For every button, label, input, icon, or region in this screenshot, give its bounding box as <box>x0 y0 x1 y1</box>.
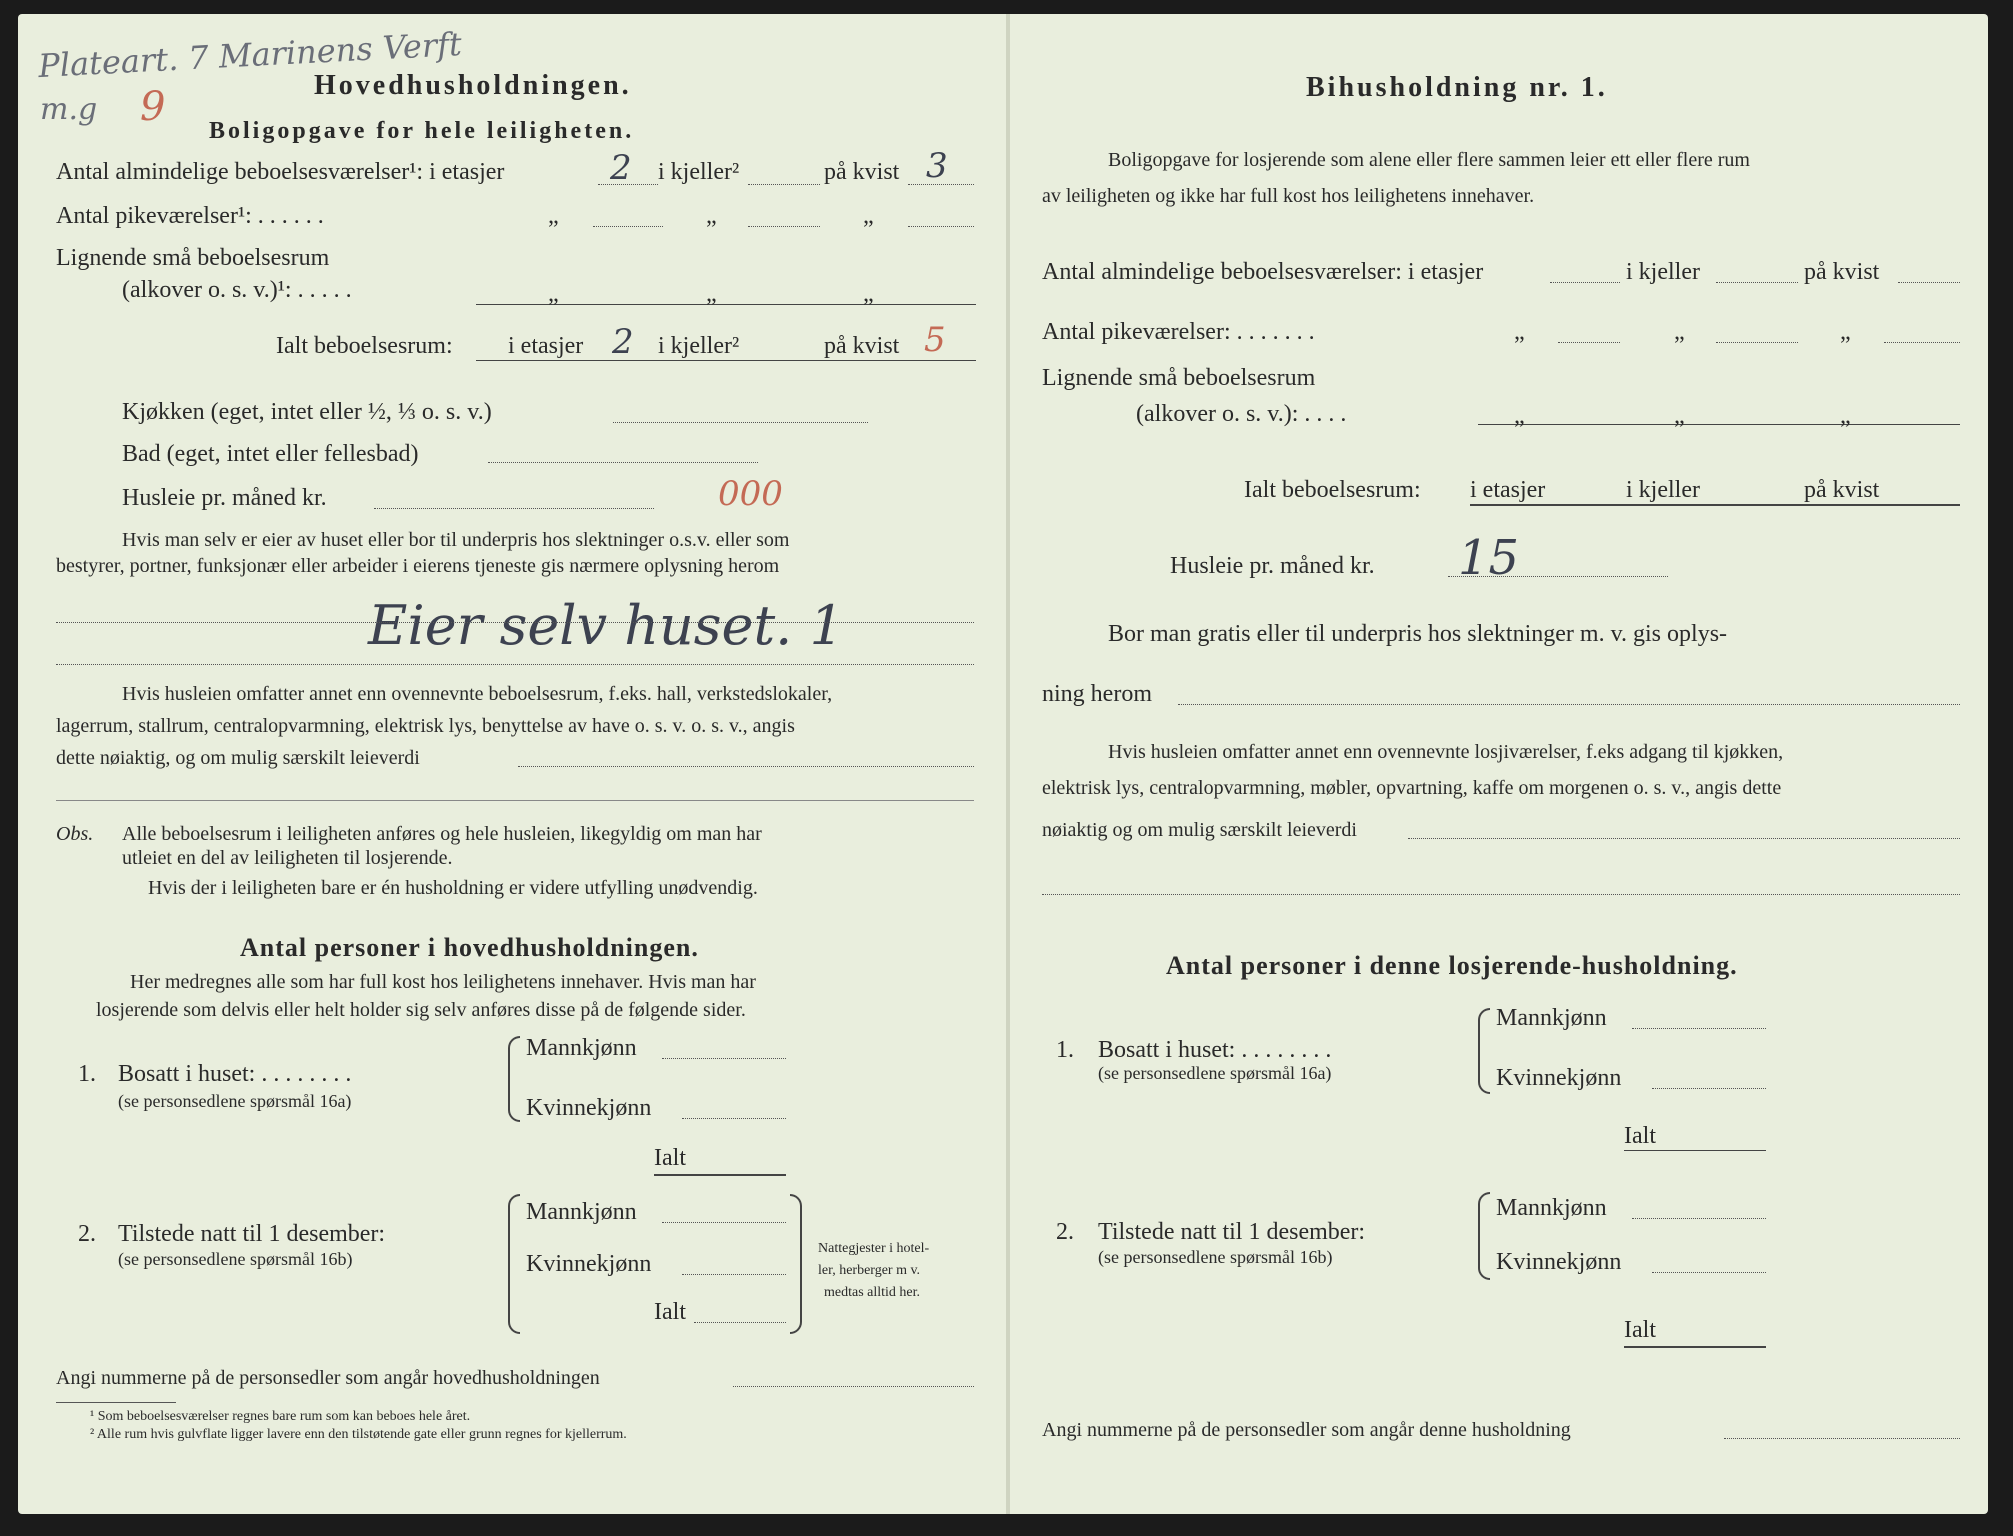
r-alcove-line <box>1478 424 1960 425</box>
present-right-brace <box>790 1194 802 1334</box>
r-present-brace <box>1478 1192 1490 1280</box>
resident-sub: (se personsedlene spørsmål 16a) <box>118 1091 352 1111</box>
total-rooms-label: Ialt beboelsesrum: <box>276 333 453 359</box>
housing-subtitle: Boligopgave for hele leiligheten. <box>209 118 635 144</box>
r-present-number: 2. <box>1056 1219 1074 1245</box>
resident-female-line <box>682 1118 786 1119</box>
r-rent-label: Husleie pr. måned kr. <box>1170 553 1375 579</box>
maid-line-1 <box>593 226 663 227</box>
r-resident-total-line <box>1624 1150 1766 1151</box>
r-rooms-label: Antal almindelige beboelsesværelser: i etasjer <box>1042 259 1484 285</box>
divider-left <box>56 800 974 801</box>
r-resident-total-label: Ialt <box>1624 1123 1656 1149</box>
sub-household-title: Bihusholdning nr. 1. <box>1306 72 1608 103</box>
r-present-label: Tilstede natt til 1 desember: <box>1098 1219 1366 1245</box>
r-total-line <box>1470 504 1960 506</box>
numbers-label-left: Angi nummerne på de personsedler som angår hovedhusholdningen <box>56 1367 600 1389</box>
rooms-basement-line <box>748 184 820 185</box>
bath-label: Bad (eget, intet eller fellesbad) <box>122 441 419 467</box>
r-rent-value: 15 <box>1458 530 1520 586</box>
r-maid-label: Antal pikeværelser: . . . . . . . <box>1042 319 1315 345</box>
r-includes-3: nøiaktig og om mulig særskilt leieverdi <box>1042 819 1357 841</box>
r-resident-male-line <box>1632 1028 1766 1029</box>
maid-line-3 <box>908 226 974 227</box>
r-present-female-label: Kvinnekjønn <box>1496 1249 1622 1275</box>
rooms-attic-line <box>908 184 974 185</box>
handwritten-address: Plateart. 7 Marinens Verft <box>37 24 463 86</box>
r-present-female-line <box>1652 1272 1766 1273</box>
present-male-label: Mannkjønn <box>526 1199 637 1225</box>
r-alcove-ditto-1: „ <box>1514 403 1525 429</box>
persons-heading-left: Antal personer i hovedhusholdningen. <box>240 933 699 962</box>
total-floor-value: 2 <box>612 322 634 362</box>
r-alcove-ditto-2: „ <box>1674 403 1685 429</box>
lodger-intro-1: Boligopgave for losjerende som alene eller flere sammen leier ett eller flere rum <box>1108 149 1750 171</box>
resident-label: Bosatt i huset: . . . . . . . . <box>118 1061 352 1087</box>
maid-ditto-3: „ <box>863 203 874 229</box>
r-present-sub: (se personsedlene spørsmål 16b) <box>1098 1247 1333 1267</box>
footnote-1: ¹ Som beboelsesværelser regnes bare rum som kan beboes hele året. <box>90 1409 471 1424</box>
numbers-line-left <box>733 1386 974 1387</box>
owner-note-1: Hvis man selv er eier av huset eller bor til underpris hos slektninger o.s.v. eller som <box>122 529 790 551</box>
r-maid-ditto-2: „ <box>1674 319 1685 345</box>
r-rooms-attic-line <box>1898 282 1960 283</box>
alcove-ditto-3: „ <box>863 281 874 307</box>
r-resident-female-line <box>1652 1088 1766 1089</box>
r-total-floor-label: i etasjer <box>1470 477 1546 503</box>
resident-total-line <box>654 1174 786 1176</box>
total-line <box>476 360 976 361</box>
handwritten-code-number: 9 <box>140 84 166 130</box>
present-number: 2. <box>78 1221 96 1247</box>
rent-includes-2: lagerrum, stallrum, centralopvarmning, elektrisk lys, benyttelse av have o. s. v. o. s. v., angis <box>56 715 795 737</box>
owner-handwritten: Eier selv huset. 1 <box>368 594 844 657</box>
r-present-male-line <box>1632 1218 1766 1219</box>
obs-label: Obs. <box>56 823 94 845</box>
numbers-line-right <box>1724 1438 1960 1439</box>
present-female-line <box>682 1274 786 1275</box>
lodger-intro-2: av leiligheten og ikke har full kost hos leilighetens innehaver. <box>1042 185 1535 207</box>
r-total-attic-label: på kvist <box>1804 477 1880 503</box>
resident-total-label: Ialt <box>654 1145 686 1171</box>
rent-includes-1: Hvis husleien omfatter annet enn ovennevnte beboelsesrum, f.eks. hall, verkstedslokaler, <box>122 683 833 705</box>
r-includes-1: Hvis husleien omfatter annet enn ovennevnte losjiværelser, f.eks adgang til kjøkken, <box>1108 741 1784 763</box>
maid-ditto-2: „ <box>706 203 717 229</box>
bath-line <box>488 462 758 463</box>
r-maid-line-2 <box>1716 342 1798 343</box>
rooms-floor-value: 2 <box>610 148 632 188</box>
page-fold <box>1006 14 1010 1514</box>
r-present-total-label: Ialt <box>1624 1317 1656 1343</box>
r-rooms-attic-label: på kvist <box>1804 259 1880 285</box>
main-household-title: Hovedhusholdningen. <box>314 70 632 101</box>
present-total-label: Ialt <box>654 1299 686 1325</box>
maid-rooms-label: Antal pikeværelser¹: . . . . . . <box>56 203 324 229</box>
resident-brace <box>508 1036 520 1122</box>
r-includes-2: elektrisk lys, centralopvarmning, møbler, opvartning, kaffe om morgenen o. s. v., angis dette <box>1042 777 1782 799</box>
r-resident-label: Bosatt i huset: . . . . . . . . <box>1098 1037 1332 1063</box>
rent-includes-3: dette nøiaktig, og om mulig særskilt leieverdi <box>56 747 420 769</box>
guests-note-2: ler, herberger m v. <box>818 1263 921 1278</box>
total-floor-label: i etasjer <box>508 333 584 359</box>
present-sub: (se personsedlene spørsmål 16b) <box>118 1249 353 1269</box>
owner-line-2 <box>56 664 974 665</box>
includes-line <box>518 766 974 767</box>
r-present-total-line <box>1624 1346 1766 1348</box>
r-rooms-basement-line <box>1716 282 1798 283</box>
persons-note-1: Her medregnes alle som har full kost hos leilighetens innehaver. Hvis man har <box>130 971 756 993</box>
rent-line <box>374 508 654 509</box>
numbers-label-right: Angi nummerne på de personsedler som angår denne husholdning <box>1042 1419 1571 1441</box>
owner-line-1 <box>56 622 974 623</box>
r-includes-line-2 <box>1042 894 1960 895</box>
r-maid-line-1 <box>1558 342 1620 343</box>
alcove-label: (alkover o. s. v.)¹: . . . . . <box>122 277 352 303</box>
present-male-line <box>662 1222 786 1223</box>
alcove-ditto-2: „ <box>706 281 717 307</box>
r-resident-male-label: Mannkjønn <box>1496 1005 1607 1031</box>
guests-note-3: medtas alltid her. <box>824 1285 921 1300</box>
rent-label: Husleie pr. måned kr. <box>122 485 327 511</box>
resident-male-line <box>662 1058 786 1059</box>
total-basement-label: i kjeller² <box>658 333 740 359</box>
kitchen-label: Kjøkken (eget, intet eller ½, ⅓ o. s. v.) <box>122 399 492 425</box>
r-maid-ditto-1: „ <box>1514 319 1525 345</box>
r-maid-ditto-3: „ <box>1840 319 1851 345</box>
r-alcove-label: (alkover o. s. v.): . . . . <box>1136 401 1347 427</box>
r-resident-female-label: Kvinnekjønn <box>1496 1065 1622 1091</box>
present-total-line <box>694 1322 786 1323</box>
rooms-attic-value: 3 <box>926 146 948 186</box>
maid-ditto-1: „ <box>548 203 559 229</box>
persons-heading-right: Antal personer i denne losjerende-husholdning. <box>1166 951 1738 980</box>
r-free-line <box>1178 704 1960 705</box>
r-small-rooms-label: Lignende små beboelsesrum <box>1042 365 1316 391</box>
r-rent-line <box>1448 576 1668 577</box>
r-maid-line-3 <box>1884 342 1960 343</box>
r-free-note-1: Bor man gratis eller til underpris hos slektninger m. v. gis oplys- <box>1108 621 1728 647</box>
present-female-label: Kvinnekjønn <box>526 1251 652 1277</box>
r-total-label: Ialt beboelsesrum: <box>1244 477 1421 503</box>
rooms-floor-line <box>598 184 658 185</box>
rooms-basement-label: i kjeller² <box>658 159 740 185</box>
owner-note-2: bestyrer, portner, funksjonær eller arbeider i eierens tjeneste gis nærmere oplysning herom <box>56 555 780 577</box>
r-alcove-ditto-3: „ <box>1840 403 1851 429</box>
handwritten-code: m.g <box>40 92 98 127</box>
r-present-male-label: Mannkjønn <box>1496 1195 1607 1221</box>
obs-line-3: Hvis der i leiligheten bare er én husholdning er videre utfylling unødvendig. <box>148 877 758 899</box>
resident-female-label: Kvinnekjønn <box>526 1095 652 1121</box>
kitchen-line <box>613 422 868 423</box>
maid-line-2 <box>748 226 820 227</box>
resident-male-label: Mannkjønn <box>526 1035 637 1061</box>
rent-value: 000 <box>718 474 783 514</box>
r-resident-sub: (se personsedlene spørsmål 16a) <box>1098 1063 1332 1083</box>
rooms-attic-label: på kvist <box>824 159 900 185</box>
obs-line-2: utleiet en del av leiligheten til losjerende. <box>122 847 453 869</box>
r-resident-number: 1. <box>1056 1037 1074 1063</box>
r-includes-line <box>1408 838 1960 839</box>
resident-number: 1. <box>78 1061 96 1087</box>
r-resident-brace <box>1478 1008 1490 1094</box>
guests-note-1: Nattegjester i hotel- <box>818 1241 930 1256</box>
present-label: Tilstede natt til 1 desember: <box>118 1221 386 1247</box>
r-rooms-basement-label: i kjeller <box>1626 259 1700 285</box>
obs-line-1: Alle beboelsesrum i leiligheten anføres og hele husleien, likegyldig om man har <box>122 823 762 845</box>
total-attic-value: 5 <box>924 320 946 360</box>
alcove-ditto-1: „ <box>548 281 559 307</box>
census-form-page <box>18 14 1988 1514</box>
r-free-note-2: ning herom <box>1042 681 1152 707</box>
r-total-basement-label: i kjeller <box>1626 477 1700 503</box>
total-attic-label: på kvist <box>824 333 900 359</box>
present-brace <box>508 1194 520 1334</box>
persons-note-2: losjerende som delvis eller helt holder sig selv anføres disse på de følgende sider. <box>96 999 746 1021</box>
footnote-rule <box>56 1402 176 1403</box>
small-rooms-label: Lignende små beboelsesrum <box>56 245 330 271</box>
footnote-2: ² Alle rum hvis gulvflate ligger lavere enn den tilstøtende gate eller grunn regnes for kjellerrum. <box>90 1427 627 1442</box>
rooms-row-label: Antal almindelige beboelsesværelser¹: i etasjer <box>56 159 505 185</box>
r-rooms-floor-line <box>1550 282 1620 283</box>
